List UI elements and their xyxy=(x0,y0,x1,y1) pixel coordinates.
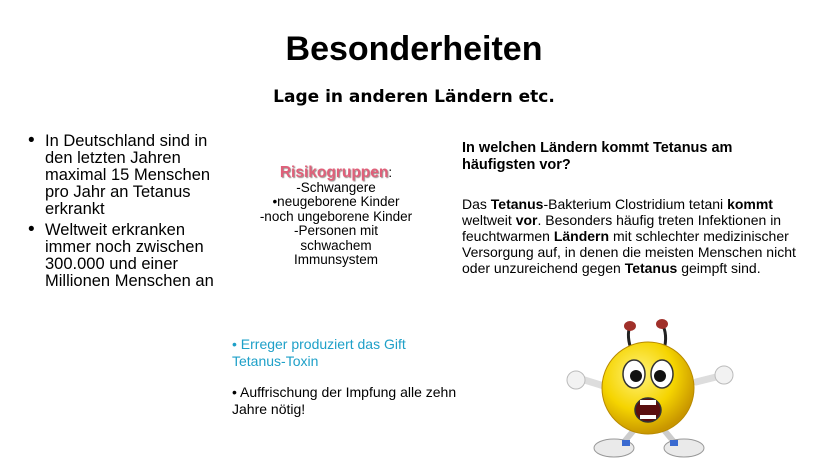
answer-bold: Tetanus xyxy=(490,196,544,212)
answer-text: . Besonders häufig treten Infektionen in feuchtwarmen xyxy=(462,212,782,244)
risk-heading: Risikogruppen xyxy=(279,164,389,181)
country-answer xyxy=(462,196,814,276)
answer-bold: Ländern xyxy=(553,228,610,244)
risk-heading-line xyxy=(238,166,434,181)
bullet-icon: • xyxy=(28,219,35,240)
risk-line: •neugeborene Kinder xyxy=(272,194,400,209)
answer-bold: kommt xyxy=(727,196,773,212)
answer-text: Das xyxy=(462,196,491,212)
slide-subtitle: Lage in anderen Ländern etc. xyxy=(273,87,555,107)
answer-text: geimpft sind. xyxy=(677,260,761,276)
answer-bold: Tetanus xyxy=(624,260,678,276)
risk-line: -noch ungeborene Kinder xyxy=(259,208,413,224)
country-question: In welchen Ländern kommt Tetanus am häufigsten vor? xyxy=(462,140,733,173)
bullet-icon: • xyxy=(28,130,35,151)
bullet-text: Weltweit erkranken immer noch zwischen 300.000 und einer Millionen Menschen an xyxy=(45,221,214,290)
risk-line: Immunsystem xyxy=(293,252,378,267)
answer-text: mit schlechter medizinischer Versorgung auf, in denen die meisten Menschen nicht oder unzureichend gegen xyxy=(462,228,796,276)
auffrischung-note: • Auffrischung der Impfung alle zehn Jahre nötig! xyxy=(232,384,457,417)
risk-group-box xyxy=(238,166,434,268)
risk-line: -Personen mit xyxy=(293,223,379,238)
bullet-text: In Deutschland sind in den letzten Jahren maximal 15 Menschen pro Jahr an Tetanus erkrankt xyxy=(45,132,211,218)
scared-smiley-icon xyxy=(560,318,760,464)
answer-bold: vor xyxy=(515,212,538,228)
answer-text: -Bakterium Clostridium tetani xyxy=(543,196,728,212)
risk-colon: : xyxy=(388,165,393,180)
list-item xyxy=(26,219,216,290)
erreger-note: • Erreger produziert das Gift Tetanus-Toxin xyxy=(232,336,406,369)
answer-text: weltweit xyxy=(462,212,516,228)
list-item xyxy=(26,130,216,218)
risk-line: -Schwangere xyxy=(296,179,376,195)
slide-title: Besonderheiten xyxy=(285,30,543,68)
left-bullet-list xyxy=(26,130,216,294)
risk-line: schwachem xyxy=(300,237,372,253)
